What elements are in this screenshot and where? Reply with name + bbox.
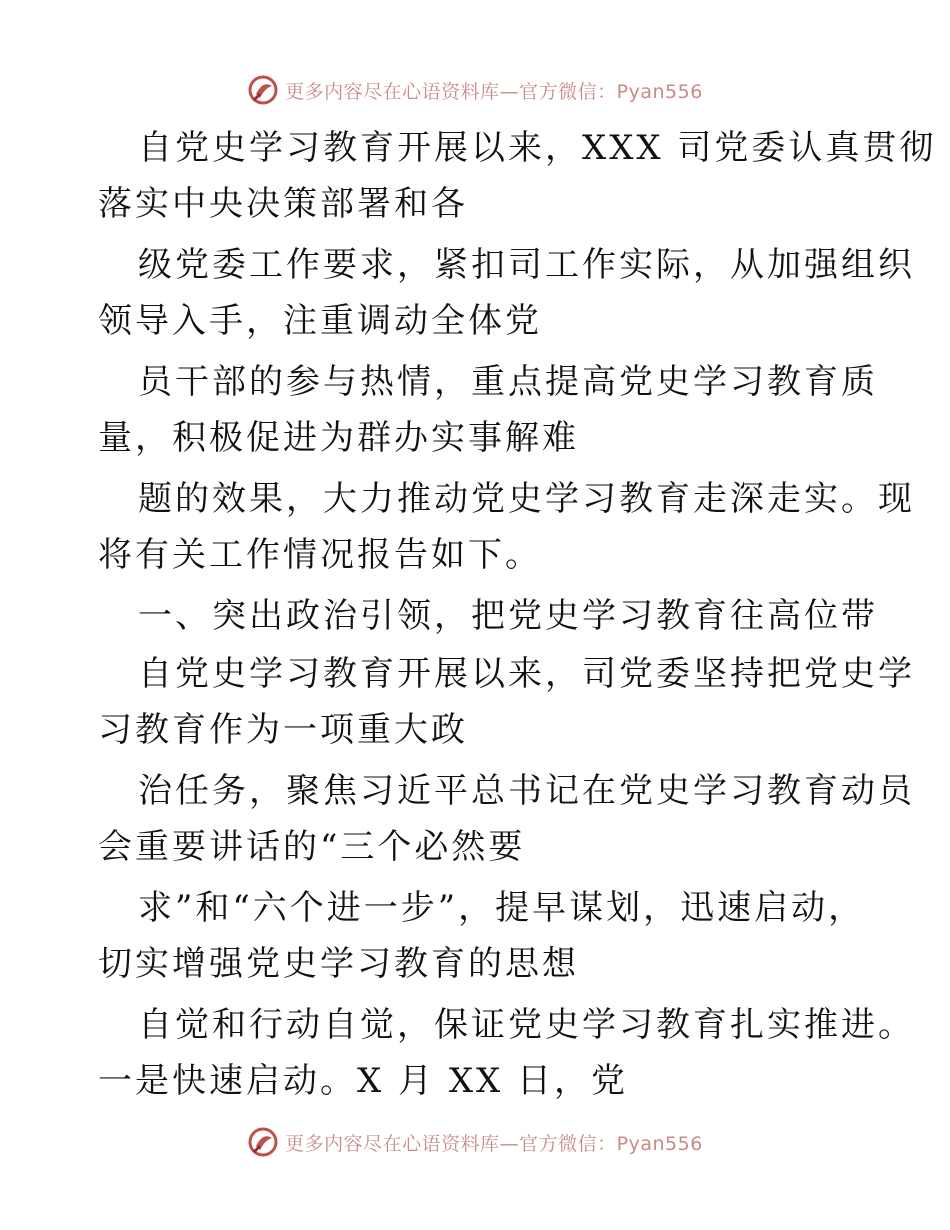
text-line: 自觉和行动自觉，保证党史学习教育扎实推进。 <box>138 1005 915 1045</box>
text-line: 治任务，聚焦习近平总书记在党史学习教育动员 <box>138 771 915 811</box>
ribbon-seal-icon <box>247 74 279 106</box>
text-line: 自党史学习教育开展以来，司党委坚持把党史学 <box>138 654 915 694</box>
text-line: 领导入手，注重调动全体党 <box>98 301 542 341</box>
text-line: 一是快速启动。X 月 XX 日，党 <box>98 1061 629 1101</box>
text-line: 自党史学习教育开展以来，XXX 司党委认真贯彻 <box>138 128 937 168</box>
watermark-footer <box>0 1122 950 1162</box>
text-line: 切实增强党史学习教育的思想 <box>98 944 579 984</box>
watermark-text: 更多内容尽在心语资料库—官方微信：Pyan556 <box>285 1132 703 1155</box>
ribbon-seal-icon <box>247 1126 279 1158</box>
text-line: 员干部的参与热情，重点提高党史学习教育质 <box>138 362 878 402</box>
text-line: 题的效果，大力推动党史学习教育走深走实。现 <box>138 479 915 519</box>
text-line: 级党委工作要求，紧扣司工作实际，从加强组织 <box>138 245 915 285</box>
text-line: 会重要讲话的“三个必然要 <box>98 827 526 867</box>
text-line: 将有关工作情况报告如下。 <box>98 535 542 575</box>
text-line: 落实中央决策部署和各 <box>98 184 468 224</box>
watermark-header <box>0 70 950 110</box>
section-heading: 一、突出政治引领，把党史学习教育往高位带 <box>138 596 878 636</box>
text-line: 习教育作为一项重大政 <box>98 710 468 750</box>
text-line: 量，积极促进为群办实事解难 <box>98 418 579 458</box>
watermark-text: 更多内容尽在心语资料库—官方微信：Pyan556 <box>285 80 703 103</box>
text-line: 求”和“六个进一步”，提早谋划，迅速启动， <box>138 888 866 928</box>
